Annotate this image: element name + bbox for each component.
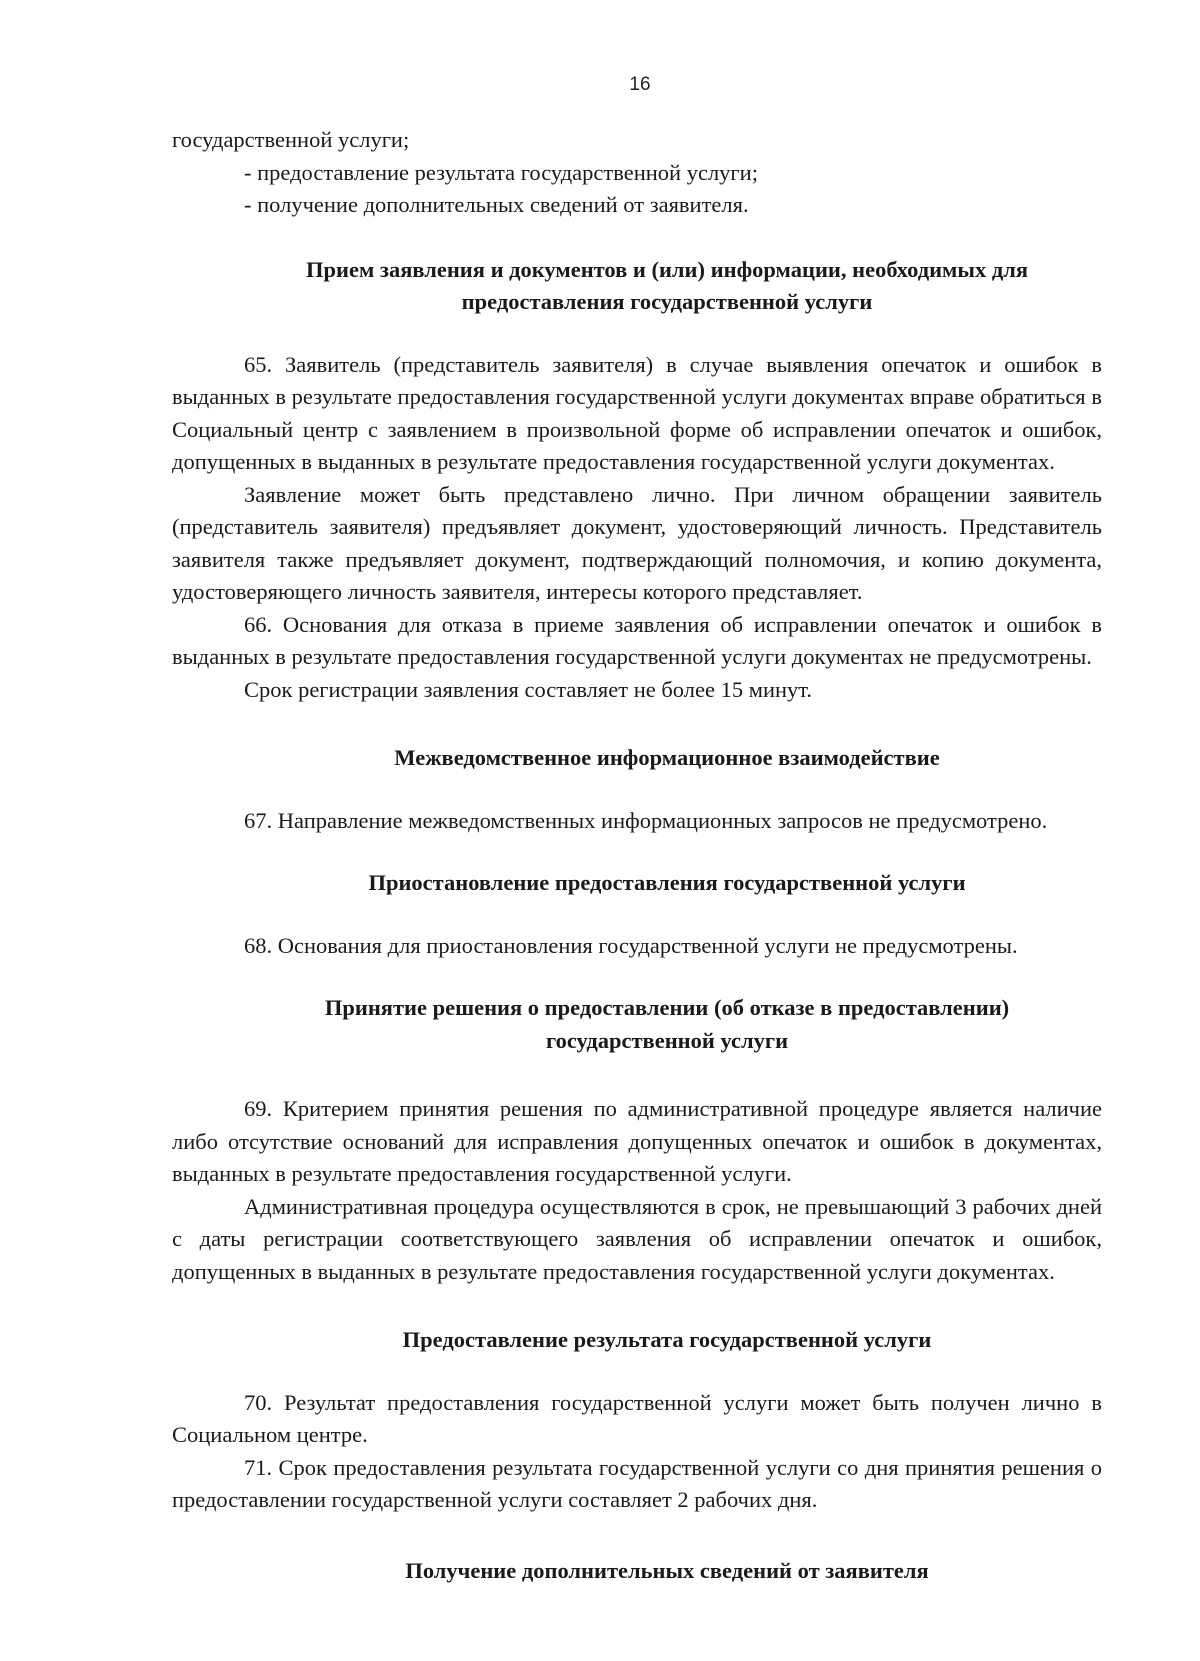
section-heading: Межведомственное информационное взаимодействие	[394, 745, 940, 770]
paragraph-68: 68. Основания для приостановления государственной услуги не предусмотрены.	[244, 932, 1018, 958]
paragraph-66-continued: Срок регистрации заявления составляет не более 15 минут.	[244, 676, 813, 702]
section-heading-line: Принятие решения о предоставлении (об отказе в предоставлении)	[324, 995, 1010, 1020]
paragraph-71: 71. Срок предоставления результата государственной услуги со дня принятия решения о предоставлении государственной услуги составляет 2 рабочих дня.	[172, 1454, 1102, 1512]
list-item: - предоставление результата государственной услуги;	[244, 159, 758, 185]
section-heading	[172, 992, 1102, 1057]
continuation-line: государственной услуги;	[172, 127, 410, 152]
section-heading-line: Прием заявления и документов и (или) информации, необходимых для	[306, 256, 1028, 282]
section-heading	[172, 254, 1102, 319]
section-heading: Приостановление предоставления государственной услуги	[368, 870, 966, 895]
paragraph-66: 66. Основания для отказа в приеме заявления об исправлении опечаток и ошибок в выданных в результате предоставления государственной услуги документах не предусмотрены.	[172, 611, 1102, 669]
section-heading: Предоставление результата государственной услуги	[402, 1327, 932, 1352]
section-heading-line: государственной услуги	[545, 1027, 789, 1053]
list-item: - получение дополнительных сведений от заявителя.	[244, 192, 749, 217]
paragraph-65-continued: Заявление может быть представлено лично. При личном обращении заявитель (представитель заявителя) предъявляет документ, удостоверяющий личность. Представитель заявителя также предъявляет документ, подтверждающий полномочия, и копию документа, удостоверяющего личность заявителя, интересы которого представляет.	[172, 481, 1102, 604]
page-number: 16	[629, 74, 651, 95]
paragraph-67: 67. Направление межведомственных информационных запросов не предусмотрено.	[244, 807, 1048, 833]
paragraph-69-continued: Административная процедура осуществляются в срок, не превышающий 3 рабочих дней с даты регистрации соответствующего заявления об исправлении опечаток и ошибок, допущенных в выданных в результате предоставления государственной услуги документах.	[172, 1193, 1102, 1284]
document-body	[172, 124, 1102, 1587]
section-heading: Получение дополнительных сведений от заявителя	[405, 1557, 929, 1583]
paragraph-69: 69. Критерием принятия решения по административной процедуре является наличие либо отсутствие оснований для исправления допущенных опечаток и ошибок в документах, выданных в результате предоставления государственной услуги.	[172, 1096, 1102, 1186]
paragraph-70: 70. Результат предоставления государственной услуги может быть получен лично в Социальном центре.	[172, 1389, 1102, 1447]
paragraph-65: 65. Заявитель (представитель заявителя) в случае выявления опечаток и ошибок в выданных в результате предоставления государственной услуги документах вправе обратиться в Социальный центр с заявлением в произвольной форме об исправлении опечаток и ошибок, допущенных в выданных в результате предоставления государственной услуги документах.	[172, 351, 1102, 474]
section-heading-line: предоставления государственной услуги	[461, 289, 873, 314]
